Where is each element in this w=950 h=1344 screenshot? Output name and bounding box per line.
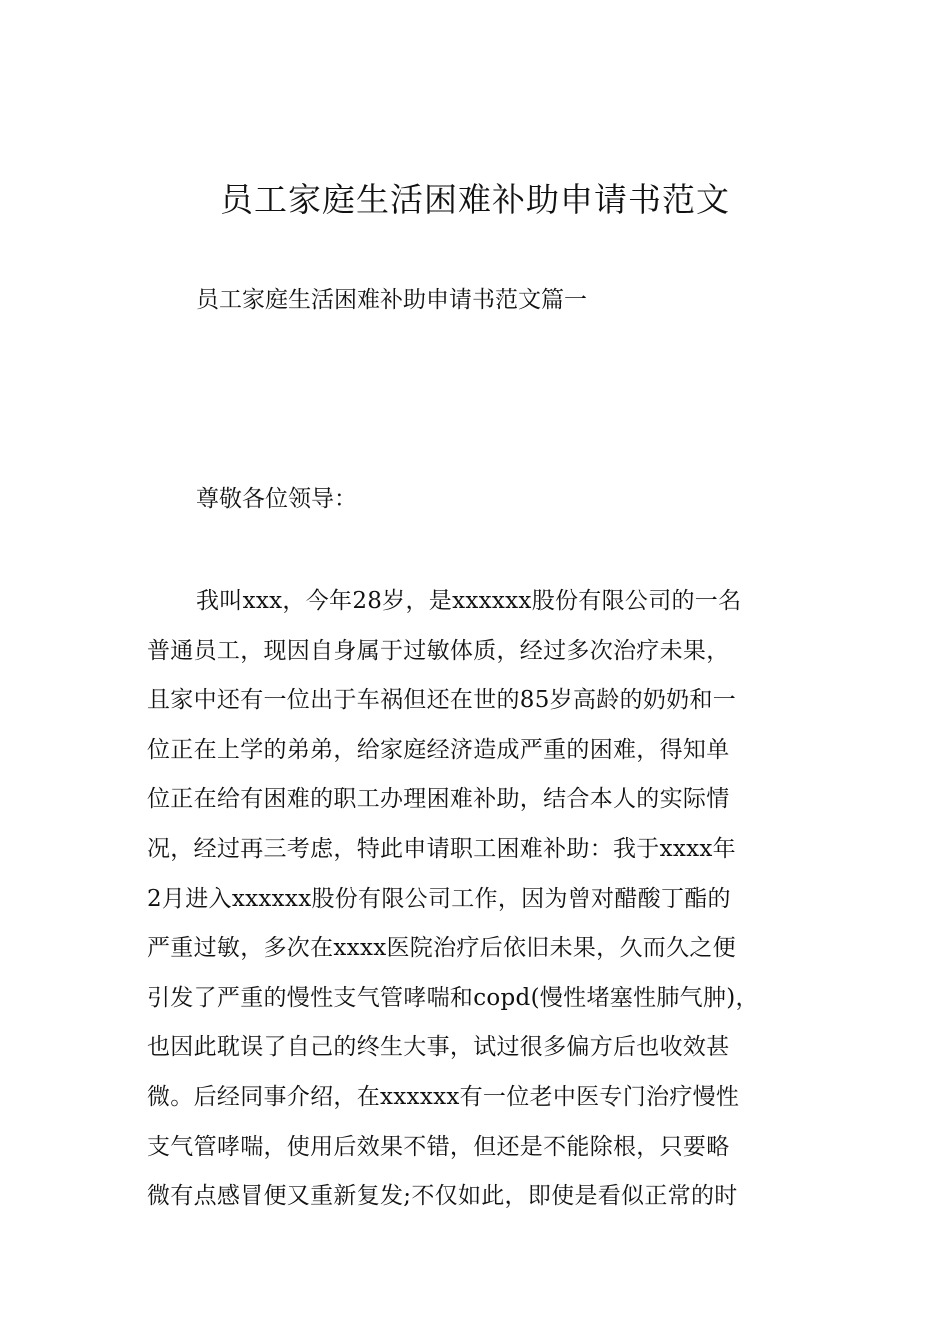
body-line: 支气管哮喘，使用后效果不错，但还是不能除根，只要略	[147, 1133, 730, 1160]
body-line: 引发了严重的慢性支气管哮喘和copd(慢性堵塞性肺气肿)，	[147, 984, 759, 1011]
body-line: 且家中还有一位出于车祸但还在世的85岁高龄的奶奶和一	[147, 687, 737, 714]
body-line: 微有点感冒便又重新复发;不仅如此，即使是看似正常的时	[147, 1183, 738, 1210]
document-subtitle: 员工家庭生活困难补助申请书范文篇一	[196, 287, 587, 313]
salutation: 尊敬各位领导：	[196, 486, 357, 512]
body-line: 也因此耽误了自己的终生大事，试过很多偏方后也收效甚	[147, 1034, 730, 1061]
body-paragraph	[147, 577, 827, 1222]
body-line: 2月进入xxxxxx股份有限公司工作，因为曾对醋酸丁酯的	[147, 885, 731, 912]
body-line: 普通员工，现因自身属于过敏体质，经过多次治疗未果，	[147, 637, 730, 664]
body-line: 微。后经同事介绍，在xxxxxx有一位老中医专门治疗慢性	[147, 1083, 740, 1110]
body-line: 严重过敏，多次在xxxx医院治疗后依旧未果，久而久之便	[147, 935, 736, 962]
body-line: 况，经过再三考虑，特此申请职工困难补助：我于xxxx年	[147, 835, 736, 862]
body-line: 位正在上学的弟弟，给家庭经济造成严重的困难，得知单	[147, 736, 730, 763]
document-title: 员工家庭生活困难补助申请书范文	[220, 180, 730, 219]
body-line: 我叫xxx，今年28岁，是xxxxxx股份有限公司的一名	[196, 588, 742, 614]
body-line: 位正在给有困难的职工办理困难补助，结合本人的实际情	[147, 786, 730, 813]
